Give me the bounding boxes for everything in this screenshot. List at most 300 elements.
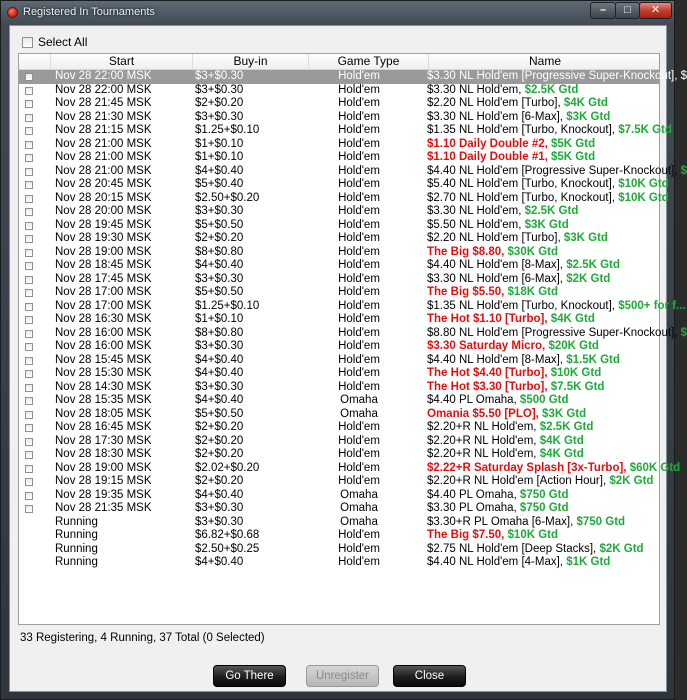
table-row[interactable] bbox=[19, 543, 659, 557]
table-row[interactable] bbox=[19, 219, 659, 233]
start-cell: Nov 28 16:00 MSK bbox=[55, 326, 152, 339]
table-row[interactable] bbox=[19, 70, 687, 84]
game-type-cell: Hold'em bbox=[338, 97, 380, 109]
featured-name-text: $3.30 Saturday Micro, bbox=[427, 340, 549, 352]
row-checkbox-cell bbox=[25, 340, 37, 354]
name-cell bbox=[427, 111, 661, 125]
table-row[interactable] bbox=[19, 286, 659, 300]
game-type-cell: Hold'em bbox=[338, 218, 380, 231]
table-row[interactable] bbox=[19, 421, 659, 435]
buyin-cell: $5+$0.50 bbox=[195, 218, 244, 231]
row-checkbox-cell bbox=[25, 124, 37, 138]
game-type-cell: Hold'em bbox=[338, 556, 380, 568]
name-text: $2.20+R NL Hold'em, bbox=[427, 448, 540, 460]
table-row[interactable] bbox=[19, 178, 669, 192]
start-cell: Nov 28 17:00 MSK bbox=[55, 299, 152, 312]
start-cell: Nov 28 22:00 MSK bbox=[55, 70, 152, 82]
row-checkbox[interactable] bbox=[25, 141, 33, 149]
buyin-cell: $6.82+$0.68 bbox=[195, 529, 260, 541]
row-checkbox[interactable] bbox=[25, 262, 33, 270]
name-cell bbox=[427, 408, 661, 422]
table-row[interactable] bbox=[19, 124, 672, 138]
table-row[interactable] bbox=[19, 489, 659, 503]
row-checkbox[interactable] bbox=[25, 289, 33, 297]
game-type-cell: Hold'em bbox=[338, 286, 380, 298]
row-checkbox-cell bbox=[25, 219, 37, 233]
minimize-button[interactable] bbox=[590, 2, 616, 19]
game-type-cell: Hold'em bbox=[338, 124, 380, 136]
row-checkbox-cell bbox=[25, 165, 37, 179]
select-all-label: Select All bbox=[38, 35, 88, 49]
game-type-cell: Hold'em bbox=[338, 421, 380, 433]
row-checkbox[interactable] bbox=[25, 100, 33, 108]
buyin-cell: $2.50+$0.25 bbox=[195, 542, 260, 555]
table-row[interactable] bbox=[19, 205, 659, 219]
guarantee-text: $5K Gtd bbox=[551, 137, 596, 150]
game-type-cell: Hold'em bbox=[338, 191, 380, 204]
table-row[interactable] bbox=[19, 191, 669, 206]
row-checkbox-cell bbox=[25, 286, 37, 300]
buyin-cell: $2+$0.20 bbox=[195, 421, 244, 433]
table-row[interactable] bbox=[19, 448, 659, 462]
row-checkbox-cell bbox=[25, 448, 37, 462]
buyin-cell: $2+$0.20 bbox=[195, 232, 244, 244]
header-buyin[interactable]: Buy-in bbox=[193, 54, 309, 70]
name-cell bbox=[427, 273, 661, 287]
row-checkbox-cell bbox=[25, 516, 37, 530]
name-cell bbox=[427, 502, 661, 516]
row-checkbox[interactable] bbox=[25, 505, 33, 513]
name-cell bbox=[427, 367, 661, 381]
row-checkbox-cell bbox=[25, 273, 37, 287]
pokerstars-logo-icon bbox=[7, 7, 18, 18]
guarantee-text: $10K Gtd bbox=[550, 367, 602, 379]
name-cell bbox=[427, 191, 669, 206]
name-cell bbox=[427, 219, 661, 233]
name-cell bbox=[427, 421, 661, 435]
guarantee-text: $30K Gtd bbox=[507, 245, 559, 258]
featured-name-text: $2.22+R Saturday Splash [3x-Turbo], bbox=[427, 461, 630, 474]
guarantee-text: $1K Gtd bbox=[566, 556, 611, 568]
row-checkbox-cell bbox=[25, 367, 37, 381]
guarantee-text: $60K Gtd bbox=[629, 461, 681, 474]
row-checkbox[interactable] bbox=[25, 411, 33, 419]
game-type-cell: Hold'em bbox=[338, 272, 380, 285]
buyin-cell: $3+$0.30 bbox=[195, 340, 244, 352]
row-checkbox-cell bbox=[25, 475, 37, 489]
buyin-cell: $3+$0.30 bbox=[195, 110, 244, 123]
start-cell: Running bbox=[55, 542, 98, 555]
featured-name-text: The Hot $1.10 [Turbo], bbox=[427, 313, 551, 325]
table-row[interactable] bbox=[19, 408, 659, 422]
name-text: $4.40 NL Hold'em [Progressive Super-Knockout], bbox=[427, 164, 681, 177]
row-checkbox[interactable] bbox=[25, 451, 33, 459]
row-checkbox[interactable] bbox=[25, 208, 33, 216]
start-cell: Nov 28 15:30 MSK bbox=[55, 367, 152, 379]
name-text: $4.40 NL Hold'em [8-Max], bbox=[427, 353, 567, 366]
name-text: $3.30+R PL Omaha [6-Max], bbox=[427, 515, 577, 528]
name-cell bbox=[427, 205, 661, 219]
row-checkbox-cell bbox=[25, 138, 37, 152]
row-checkbox[interactable] bbox=[25, 168, 33, 176]
start-cell: Nov 28 19:00 MSK bbox=[55, 245, 152, 258]
buyin-cell: $3+$0.30 bbox=[195, 502, 244, 514]
guarantee-text: $4K Gtd bbox=[539, 434, 584, 447]
row-checkbox-cell bbox=[25, 84, 37, 98]
name-cell bbox=[427, 178, 669, 192]
game-type-cell: Hold'em bbox=[338, 178, 380, 190]
table-row[interactable] bbox=[19, 475, 659, 489]
start-cell: Nov 28 18:30 MSK bbox=[55, 448, 152, 460]
name-cell bbox=[427, 164, 687, 179]
unregister-button[interactable]: Unregister bbox=[306, 665, 379, 687]
game-type-cell: Hold'em bbox=[338, 542, 380, 555]
game-type-cell: Omaha bbox=[340, 394, 378, 406]
table-row[interactable] bbox=[19, 299, 686, 314]
row-checkbox[interactable] bbox=[25, 127, 33, 135]
row-checkbox[interactable] bbox=[25, 465, 33, 473]
name-cell bbox=[427, 97, 661, 111]
buyin-cell: $2+$0.20 bbox=[195, 448, 244, 460]
start-cell: Running bbox=[55, 556, 98, 568]
name-cell bbox=[427, 381, 661, 395]
row-checkbox-cell bbox=[25, 178, 37, 192]
guarantee-text: $3K Gtd bbox=[566, 110, 611, 123]
row-checkbox-cell bbox=[25, 543, 37, 557]
row-checkbox[interactable] bbox=[25, 384, 33, 392]
table-row[interactable] bbox=[19, 97, 659, 111]
row-checkbox-cell bbox=[25, 313, 37, 327]
name-cell bbox=[427, 313, 661, 327]
row-checkbox[interactable] bbox=[25, 438, 33, 446]
buyin-cell: $4+$0.40 bbox=[195, 164, 244, 177]
buyin-cell: $2.02+$0.20 bbox=[195, 461, 260, 474]
row-checkbox-cell bbox=[25, 246, 37, 260]
row-checkbox[interactable] bbox=[25, 424, 33, 432]
row-checkbox[interactable] bbox=[25, 235, 33, 243]
row-checkbox-cell bbox=[25, 556, 37, 570]
buyin-cell: $1.25+$0.10 bbox=[195, 124, 260, 136]
featured-name-text: Omania $5.50 [PLO], bbox=[427, 407, 543, 420]
name-cell bbox=[427, 232, 661, 246]
game-type-cell: Hold'em bbox=[338, 448, 380, 460]
start-cell: Nov 28 20:15 MSK bbox=[55, 191, 152, 204]
name-cell bbox=[427, 475, 661, 489]
featured-name-text: The Hot $3.30 [Turbo], bbox=[427, 380, 551, 393]
name-text: $8.80 NL Hold'em [Progressive Super-Knockout], bbox=[427, 326, 681, 339]
table-row[interactable] bbox=[19, 111, 659, 125]
game-type-cell: Hold'em bbox=[338, 70, 380, 82]
table-row[interactable] bbox=[19, 164, 687, 179]
buyin-cell: $4+$0.40 bbox=[195, 259, 244, 271]
row-checkbox-cell bbox=[25, 394, 37, 408]
buyin-cell: $3+$0.30 bbox=[195, 83, 244, 96]
table-row[interactable] bbox=[19, 529, 659, 543]
game-type-cell: Hold'em bbox=[338, 299, 380, 312]
row-checkbox[interactable] bbox=[25, 87, 33, 95]
row-checkbox[interactable] bbox=[25, 195, 33, 203]
table-row[interactable] bbox=[19, 84, 659, 98]
name-cell bbox=[427, 340, 661, 354]
buyin-cell: $2+$0.20 bbox=[195, 97, 244, 109]
game-type-cell: Hold'em bbox=[338, 529, 380, 541]
row-checkbox-cell bbox=[25, 435, 37, 449]
game-type-cell: Hold'em bbox=[338, 353, 380, 366]
header-name[interactable]: Name bbox=[528, 54, 561, 68]
list-rows bbox=[19, 70, 687, 570]
name-cell bbox=[427, 489, 661, 503]
guarantee-text: $2K Gtd bbox=[609, 475, 654, 487]
header-game-type[interactable]: Game Type bbox=[309, 54, 429, 70]
buyin-cell: $5+$0.50 bbox=[195, 286, 244, 298]
row-checkbox[interactable] bbox=[25, 73, 33, 81]
featured-name-text: The Hot $4.40 [Turbo], bbox=[427, 367, 551, 379]
row-checkbox-cell bbox=[25, 462, 37, 476]
name-text: $5.50 NL Hold'em, bbox=[427, 218, 525, 231]
name-cell bbox=[427, 246, 661, 260]
buyin-cell: $4+$0.40 bbox=[195, 488, 244, 501]
close-icon: ✕ bbox=[650, 4, 661, 16]
header-checkbox-column[interactable] bbox=[19, 54, 51, 70]
buyin-cell: $2+$0.20 bbox=[195, 434, 244, 447]
name-text: $3.30 NL Hold'em [Progressive Super-Knockout], $ bbox=[427, 70, 687, 82]
buyin-cell: $8+$0.80 bbox=[195, 245, 244, 258]
row-checkbox-cell bbox=[25, 70, 37, 84]
name-text: $2.70 NL Hold'em [Turbo, Knockout], bbox=[427, 191, 619, 204]
table-row[interactable] bbox=[19, 259, 659, 273]
buyin-cell: $3+$0.30 bbox=[195, 70, 244, 82]
start-cell: Running bbox=[55, 515, 98, 528]
table-row[interactable] bbox=[19, 246, 659, 260]
guarantee-text: $2.5K Gtd bbox=[539, 421, 594, 433]
row-checkbox-cell bbox=[25, 111, 37, 125]
name-text: $2.20 NL Hold'em [Turbo], bbox=[427, 232, 564, 244]
row-checkbox-cell bbox=[25, 502, 37, 516]
buyin-cell: $1+$0.10 bbox=[195, 137, 244, 150]
row-checkbox[interactable] bbox=[25, 330, 33, 338]
table-row[interactable] bbox=[19, 232, 659, 246]
row-checkbox[interactable] bbox=[25, 181, 33, 189]
name-cell bbox=[427, 299, 686, 314]
game-type-cell: Hold'em bbox=[338, 83, 380, 96]
maximize-button[interactable] bbox=[615, 2, 640, 19]
name-text: $4.40 NL Hold'em [4-Max], bbox=[427, 556, 567, 568]
row-checkbox[interactable] bbox=[25, 222, 33, 230]
guarantee-text: $2.5K Gtd bbox=[566, 259, 620, 271]
name-text: $1.35 NL Hold'em [Turbo, Knockout], bbox=[427, 124, 619, 136]
go-there-button[interactable]: Go There bbox=[213, 665, 286, 687]
row-checkbox-cell bbox=[25, 421, 37, 435]
table-row[interactable] bbox=[19, 367, 659, 381]
guarantee-text: $500 Gtd bbox=[519, 394, 569, 406]
guarantee-text: $3K Gtd bbox=[524, 218, 569, 231]
game-type-cell: Hold'em bbox=[338, 151, 380, 163]
start-cell: Nov 28 15:45 MSK bbox=[55, 353, 152, 366]
row-checkbox[interactable] bbox=[25, 249, 33, 257]
row-checkbox-cell bbox=[25, 408, 37, 422]
game-type-cell: Hold'em bbox=[338, 110, 380, 123]
name-text: $4.40 NL Hold'em [8-Max], bbox=[427, 259, 567, 271]
table-row[interactable] bbox=[19, 381, 659, 395]
game-type-cell: Hold'em bbox=[338, 340, 380, 352]
table-row[interactable] bbox=[19, 340, 659, 354]
title-bar[interactable] bbox=[1, 1, 674, 25]
name-text: $1.35 NL Hold'em [Turbo, Knockout], bbox=[427, 299, 619, 312]
row-checkbox[interactable] bbox=[25, 114, 33, 122]
buyin-cell: $5+$0.50 bbox=[195, 407, 244, 420]
start-cell: Nov 28 19:45 MSK bbox=[55, 218, 152, 231]
status-text: 33 Registering, 4 Running, 37 Total (0 Selected) bbox=[20, 632, 265, 644]
table-row[interactable] bbox=[19, 313, 659, 327]
row-checkbox[interactable] bbox=[25, 343, 33, 351]
table-row[interactable] bbox=[19, 273, 659, 287]
table-row[interactable] bbox=[19, 151, 659, 165]
guarantee-text: $2K Gtd bbox=[599, 542, 644, 555]
start-cell: Nov 28 20:00 MSK bbox=[55, 205, 152, 217]
row-checkbox[interactable] bbox=[25, 397, 33, 405]
name-text: $3.30 PL Omaha, bbox=[427, 502, 520, 514]
buyin-cell: $4+$0.40 bbox=[195, 353, 244, 366]
start-cell: Nov 28 21:00 MSK bbox=[55, 137, 152, 150]
row-checkbox-cell bbox=[25, 529, 37, 543]
name-cell bbox=[427, 259, 661, 273]
name-text: $2.20+R NL Hold'em, bbox=[427, 434, 540, 447]
table-row[interactable] bbox=[19, 461, 681, 476]
guarantee-text: $2.5K Gtd bbox=[524, 83, 579, 96]
row-checkbox-cell bbox=[25, 354, 37, 368]
dialog-body bbox=[9, 25, 687, 692]
game-type-cell: Hold'em bbox=[338, 232, 380, 244]
row-checkbox-cell bbox=[25, 259, 37, 273]
buyin-cell: $3+$0.30 bbox=[195, 205, 244, 217]
name-text: $2.20+R NL Hold'em [Action Hour], bbox=[427, 475, 610, 487]
buyin-cell: $1+$0.10 bbox=[195, 313, 244, 325]
name-cell bbox=[427, 354, 661, 368]
close-button[interactable]: Close bbox=[393, 665, 466, 687]
start-cell: Nov 28 22:00 MSK bbox=[55, 83, 152, 96]
table-row[interactable] bbox=[19, 354, 659, 368]
start-cell: Nov 28 18:45 MSK bbox=[55, 259, 152, 271]
table-row[interactable] bbox=[19, 394, 659, 408]
row-checkbox[interactable] bbox=[25, 370, 33, 378]
buyin-cell: $3+$0.30 bbox=[195, 515, 244, 528]
game-type-cell: Hold'em bbox=[338, 164, 380, 177]
row-checkbox[interactable] bbox=[25, 492, 33, 500]
start-cell: Nov 28 21:30 MSK bbox=[55, 110, 152, 123]
featured-name-text: The Big $7.50, bbox=[427, 529, 508, 541]
buyin-cell: $4+$0.40 bbox=[195, 556, 244, 568]
game-type-cell: Omaha bbox=[340, 488, 378, 501]
name-cell bbox=[427, 124, 672, 138]
start-cell: Nov 28 16:45 MSK bbox=[55, 421, 152, 433]
row-checkbox-cell bbox=[25, 205, 37, 219]
guarantee-text: $3K Gtd bbox=[563, 232, 608, 244]
select-all-checkbox[interactable] bbox=[22, 35, 87, 49]
game-type-cell: Hold'em bbox=[338, 434, 380, 447]
start-cell: Nov 28 21:00 MSK bbox=[55, 164, 152, 177]
row-checkbox[interactable] bbox=[25, 154, 33, 162]
featured-name-text: $1.10 Daily Double #2, bbox=[427, 137, 552, 150]
name-cell bbox=[427, 394, 661, 408]
header-start[interactable]: Start bbox=[51, 54, 193, 70]
start-cell: Nov 28 17:00 MSK bbox=[55, 286, 152, 298]
buyin-cell: $5+$0.40 bbox=[195, 178, 244, 190]
buyin-cell: $3+$0.30 bbox=[195, 272, 244, 285]
table-row[interactable] bbox=[19, 435, 659, 449]
guarantee-text: $500+ for f... bbox=[618, 299, 686, 312]
start-cell: Nov 28 18:05 MSK bbox=[55, 407, 152, 420]
buyin-cell: $3+$0.30 bbox=[195, 380, 244, 393]
minimize-icon: – bbox=[599, 4, 607, 16]
game-type-cell: Hold'em bbox=[338, 461, 380, 474]
table-row[interactable] bbox=[19, 138, 659, 152]
table-row[interactable] bbox=[19, 326, 687, 341]
guarantee-text: $ bbox=[680, 326, 687, 339]
row-checkbox[interactable] bbox=[25, 316, 33, 324]
buyin-cell: $4+$0.40 bbox=[195, 394, 244, 406]
close-window-button[interactable] bbox=[639, 2, 672, 19]
guarantee-text: $750 Gtd bbox=[576, 515, 626, 528]
name-cell bbox=[427, 70, 687, 84]
row-checkbox-cell bbox=[25, 300, 37, 314]
start-cell: Nov 28 21:15 MSK bbox=[55, 124, 152, 136]
row-checkbox[interactable] bbox=[25, 478, 33, 486]
checkbox-box[interactable] bbox=[22, 37, 33, 48]
start-cell: Running bbox=[55, 529, 98, 541]
guarantee-text: $10K Gtd bbox=[618, 191, 669, 204]
window-title: Registered In Tournaments bbox=[23, 6, 155, 18]
name-text: $4.40 PL Omaha, bbox=[427, 394, 520, 406]
name-cell bbox=[427, 556, 661, 570]
start-cell: Nov 28 21:00 MSK bbox=[55, 151, 152, 163]
name-text: $3.30 NL Hold'em [6-Max], bbox=[427, 272, 567, 285]
row-checkbox[interactable] bbox=[25, 276, 33, 284]
start-cell: Nov 28 19:30 MSK bbox=[55, 232, 152, 244]
buyin-cell: $1.25+$0.10 bbox=[195, 299, 260, 312]
guarantee-text: $10K Gtd bbox=[618, 178, 669, 190]
buyin-cell: $1+$0.10 bbox=[195, 151, 244, 163]
start-cell: Nov 28 19:15 MSK bbox=[55, 475, 152, 487]
name-text: $5.40 NL Hold'em [Turbo, Knockout], bbox=[427, 178, 619, 190]
guarantee-text: $7.5K Gtd bbox=[550, 380, 605, 393]
maximize-icon: □ bbox=[624, 4, 631, 16]
name-text: $3.30 NL Hold'em [6-Max], bbox=[427, 110, 567, 123]
guarantee-text: $750 Gtd bbox=[519, 488, 569, 501]
buyin-cell: $2+$0.20 bbox=[195, 475, 244, 487]
start-cell: Nov 28 16:00 MSK bbox=[55, 340, 152, 352]
name-cell bbox=[427, 461, 681, 476]
game-type-cell: Hold'em bbox=[338, 367, 380, 379]
name-text: $3.30 NL Hold'em, bbox=[427, 83, 525, 96]
tournament-list[interactable] bbox=[18, 53, 687, 625]
start-cell: Nov 28 20:45 MSK bbox=[55, 178, 152, 190]
guarantee-text: $750 Gtd bbox=[519, 502, 569, 514]
table-row[interactable] bbox=[19, 502, 659, 516]
name-cell bbox=[427, 138, 661, 152]
row-checkbox[interactable] bbox=[25, 357, 33, 365]
guarantee-text: $4K Gtd bbox=[550, 313, 595, 325]
guarantee-text: $3K Gtd bbox=[542, 407, 587, 420]
name-cell bbox=[427, 84, 661, 98]
row-checkbox-cell bbox=[25, 232, 37, 246]
name-text: $2.20 NL Hold'em [Turbo], bbox=[427, 97, 564, 109]
game-type-cell: Hold'em bbox=[338, 205, 380, 217]
name-cell bbox=[427, 529, 661, 543]
row-checkbox-cell bbox=[25, 151, 37, 165]
table-row[interactable] bbox=[19, 516, 659, 530]
table-row[interactable] bbox=[19, 556, 659, 570]
row-checkbox[interactable] bbox=[25, 303, 33, 311]
